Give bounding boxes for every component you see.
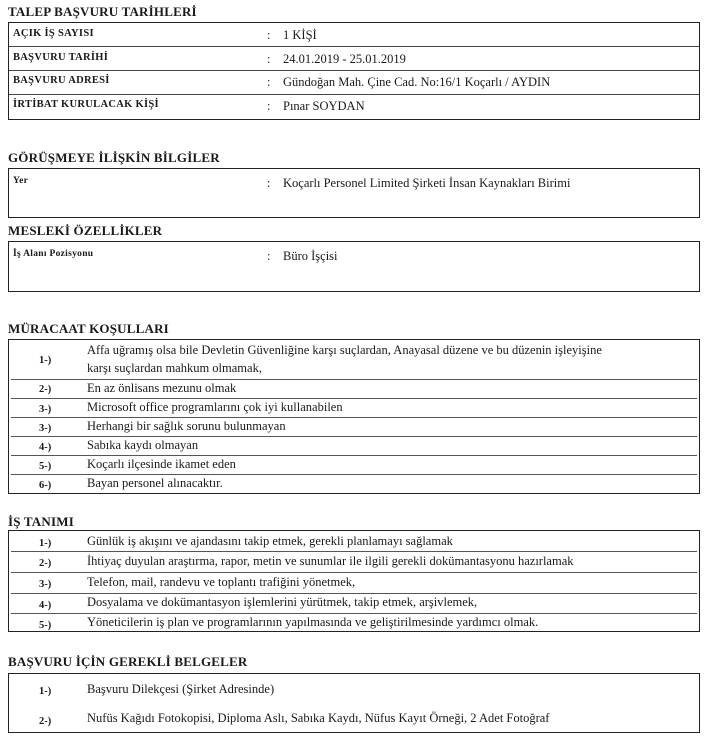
item-number: 1-) xyxy=(39,686,52,697)
item-number: 6-) xyxy=(39,480,52,491)
belgeler-box xyxy=(8,673,700,733)
separator: : xyxy=(267,28,271,42)
item-text: Herhangi bir sağlık sorunu bulunmayan xyxy=(87,419,286,433)
row-divider xyxy=(11,436,697,437)
item-text: Sabıka kaydı olmayan xyxy=(87,438,199,452)
separator: : xyxy=(267,75,271,89)
row-divider xyxy=(11,379,697,380)
row-divider xyxy=(11,613,697,614)
mesleki-value: Büro İşçisi xyxy=(283,249,338,263)
mesleki-box xyxy=(8,241,700,292)
row-divider xyxy=(11,593,697,594)
talep-table xyxy=(8,22,700,120)
item-number: 4-) xyxy=(39,600,52,611)
talep-label: AÇIK İŞ SAYISI xyxy=(13,28,94,39)
is-tanimi-title: İŞ TANIMI xyxy=(8,514,74,529)
item-number: 3-) xyxy=(39,423,52,434)
talep-label: BAŞVURU ADRESİ xyxy=(13,75,110,86)
separator: : xyxy=(267,99,271,113)
gorusme-value: Koçarlı Personel Limited Şirketi İnsan Kaynakları Birimi xyxy=(283,176,571,190)
item-number: 5-) xyxy=(39,461,52,472)
item-number: 2-) xyxy=(39,384,52,395)
talep-row xyxy=(9,28,699,48)
item-text: Telefon, mail, randevu ve toplantı trafiğini yönetmek, xyxy=(87,575,356,589)
muracaat-box xyxy=(8,339,700,494)
talep-value: 1 KİŞİ xyxy=(283,28,317,42)
item-text: En az önlisans mezunu olmak xyxy=(87,381,237,395)
item-text: Günlük iş akışını ve ajandasını takip etmek, gerekli planlamayı sağlamak xyxy=(87,534,453,548)
row-divider xyxy=(9,94,699,95)
mesleki-row xyxy=(9,249,699,269)
talep-row xyxy=(9,75,699,95)
item-number: 2-) xyxy=(39,558,52,569)
row-divider xyxy=(11,417,697,418)
item-text: Dosyalama ve dokümantasyon işlemlerini yürütmek, takip etmek, arşivlemek, xyxy=(87,595,478,609)
muracaat-title: MÜRACAAT KOŞULLARI xyxy=(8,321,169,336)
separator: : xyxy=(267,52,271,66)
mesleki-title: MESLEKİ ÖZELLİKLER xyxy=(8,223,163,238)
gorusme-box xyxy=(8,168,700,218)
talep-label: İRTİBAT KURULACAK KİŞİ xyxy=(13,99,159,110)
talep-row xyxy=(9,52,699,72)
row-divider xyxy=(11,455,697,456)
talep-value: 24.01.2019 - 25.01.2019 xyxy=(283,52,406,66)
row-divider xyxy=(11,551,697,552)
item-text: Başvuru Dilekçesi (Şirket Adresinde) xyxy=(87,682,275,696)
belgeler-title: BAŞVURU İÇİN GEREKLİ BELGELER xyxy=(8,654,248,669)
item-text: İhtiyaç duyulan araştırma, rapor, metin ve sunumlar ile ilgili gerekli dokümantasyonu hazırlamak xyxy=(87,554,574,568)
row-divider xyxy=(9,46,699,47)
row-divider xyxy=(11,474,697,475)
is-tanimi-box xyxy=(8,530,700,632)
talep-row xyxy=(9,99,699,119)
talep-label: BAŞVURU TARİHİ xyxy=(13,52,109,63)
separator: : xyxy=(267,176,271,190)
row-divider xyxy=(11,572,697,573)
item-number: 3-) xyxy=(39,579,52,590)
item-number: 2-) xyxy=(39,716,52,727)
item-number: 1-) xyxy=(39,538,52,549)
row-divider xyxy=(11,398,697,399)
talep-title: TALEP BAŞVURU TARİHLERİ xyxy=(8,4,197,19)
mesleki-label: İş Alanı Pozisyonu xyxy=(13,249,94,259)
item-number: 1-) xyxy=(39,355,52,366)
item-text: Microsoft office programlarını çok iyi kullanabilen xyxy=(87,400,343,414)
item-text: Koçarlı ilçesinde ikamet eden xyxy=(87,457,236,471)
talep-value: Pınar SOYDAN xyxy=(283,99,365,113)
item-text: Affa uğramış olsa bile Devletin Güvenliğine karşı suçlardan, Anayasal düzene ve bu düzenin işleyişine xyxy=(87,343,602,357)
item-number: 4-) xyxy=(39,442,52,453)
item-text: karşı suçlardan mahkum olmamak, xyxy=(87,361,262,375)
item-text: Yöneticilerin iş plan ve programlarının yapılmasında ve geliştirilmesinde yardımcı olmak. xyxy=(87,615,539,629)
item-number: 5-) xyxy=(39,620,52,631)
gorusme-label: Yer xyxy=(13,176,29,186)
separator: : xyxy=(267,249,271,263)
row-divider xyxy=(9,70,699,71)
gorusme-row xyxy=(9,176,699,196)
item-text: Nufüs Kağıdı Fotokopisi, Diploma Aslı, Sabıka Kaydı, Nüfus Kayıt Örneği, 2 Adet Fotoğraf xyxy=(87,711,550,725)
talep-value: Gündoğan Mah. Çine Cad. No:16/1 Koçarlı / AYDIN xyxy=(283,75,551,89)
item-number: 3-) xyxy=(39,404,52,415)
item-text: Bayan personel alınacaktır. xyxy=(87,476,223,490)
gorusme-title: GÖRÜŞMEYE İLİŞKİN BİLGİLER xyxy=(8,150,220,165)
